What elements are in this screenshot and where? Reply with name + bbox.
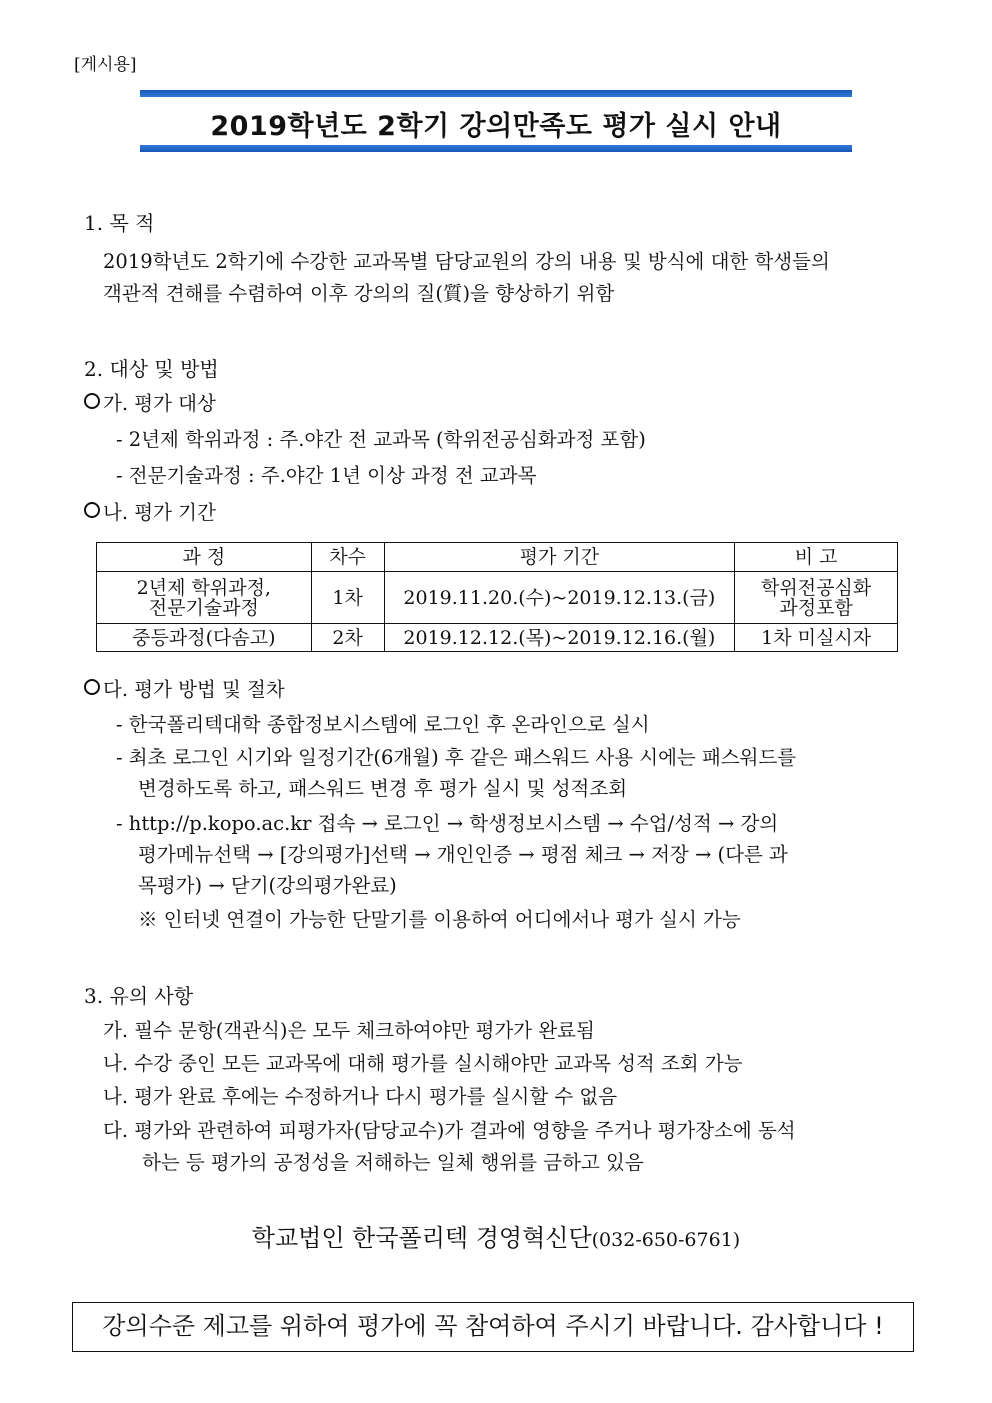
table-cell-round: 2차	[311, 624, 384, 652]
method-item-2: - 최초 로그인 시기와 일정기간(6개월) 후 같은 패스워드 사용 시에는 패스워드를	[116, 746, 797, 769]
issuer-phone: (032-650-6761)	[591, 1229, 741, 1251]
note-line-2: 과정포함	[779, 596, 853, 619]
issuer-name: 학교법인 한국폴리텍 경영혁신단	[251, 1224, 592, 1252]
table-cell-round: 1차	[311, 572, 384, 624]
table-cell-period: 2019.11.20.(수)~2019.12.13.(금)	[384, 572, 735, 624]
subsection-a-label: 가. 평가 대상	[103, 392, 216, 415]
circle-bullet-icon	[84, 679, 100, 695]
closing-message: 강의수준 제고를 위하여 평가에 꼭 참여하여 주시기 바랍니다. 감사합니다 !	[102, 1312, 884, 1340]
subsection-c-label: 다. 평가 방법 및 절차	[103, 678, 285, 701]
title-banner	[140, 90, 852, 152]
section-1-line-1: 2019학년도 2학기에 수강한 교과목별 담당교원의 강의 내용 및 방식에 대한 학생들의	[103, 250, 830, 273]
course-line-2: 전문기술과정	[148, 596, 259, 619]
subsection-b-label: 나. 평가 기간	[103, 501, 216, 524]
closing-box	[72, 1302, 914, 1352]
table-header: 차수	[311, 543, 384, 572]
table-header: 평가 기간	[384, 543, 735, 572]
table-cell-course: 중등과정(다솜고)	[97, 624, 312, 652]
section-3-heading: 3. 유의 사항	[84, 984, 194, 1008]
note-line-1: 학위전공심화	[761, 576, 872, 599]
posting-tag: [게시용]	[74, 55, 137, 75]
table-header: 비 고	[735, 543, 898, 572]
target-item-2: - 전문기술과정 : 주.야간 1년 이상 과정 전 교과목	[116, 464, 537, 487]
table-cell-note: 1차 미실시자	[735, 624, 898, 652]
issuer-line	[0, 1218, 992, 1253]
table-row	[97, 624, 898, 652]
table-header: 과 정	[97, 543, 312, 572]
caution-item-4-cont: 하는 등 평가의 공정성을 저해하는 일체 행위를 금하고 있음	[142, 1151, 644, 1174]
method-item-3-cont-1: 평가메뉴선택 → [강의평가]선택 → 개인인증 → 평점 체크 → 저장 → (다른 과	[138, 843, 788, 866]
method-item-3: - http://p.kopo.ac.kr 접속 → 로그인 → 학생정보시스템 → 수업/성적 → 강의	[116, 812, 779, 835]
title-bar-top	[140, 90, 852, 97]
course-line-1: 2년제 학위과정,	[136, 576, 271, 599]
page-title: 2019학년도 2학기 강의만족도 평가 실시 안내	[210, 111, 782, 142]
section-1-line-2: 객관적 견해를 수렴하여 이후 강의의 질(質)을 향상하기 위함	[103, 282, 615, 305]
schedule-table	[96, 542, 898, 652]
section-2-heading: 2. 대상 및 방법	[84, 357, 219, 381]
target-item-1: - 2년제 학위과정 : 주.야간 전 교과목 (학위전공심화과정 포함)	[116, 428, 646, 451]
circle-bullet-icon	[84, 502, 100, 518]
subsection-b-heading	[84, 497, 216, 525]
circle-bullet-icon	[84, 393, 100, 409]
subsection-a-heading	[84, 388, 216, 416]
caution-item-1: 가. 필수 문항(객관식)은 모두 체크하여야만 평가가 완료됨	[103, 1019, 595, 1042]
caution-item-3: 나. 평가 완료 후에는 수정하거나 다시 평가를 실시할 수 없음	[103, 1085, 618, 1108]
method-note: ※ 인터넷 연결이 가능한 단말기를 이용하여 어디에서나 평가 실시 가능	[138, 908, 741, 931]
method-item-2-cont: 변경하도록 하고, 패스워드 변경 후 평가 실시 및 성적조회	[138, 777, 628, 800]
table-cell-note	[735, 572, 898, 624]
table-header-row	[97, 543, 898, 572]
title-bar-bottom	[140, 145, 852, 152]
method-item-3-cont-2: 목평가) → 닫기(강의평가완료)	[138, 874, 397, 897]
caution-item-4: 다. 평가와 관련하여 피평가자(담당교수)가 결과에 영향을 주거나 평가장소에 동석	[103, 1119, 796, 1142]
table-cell-period: 2019.12.12.(목)~2019.12.16.(월)	[384, 624, 735, 652]
table-row	[97, 572, 898, 624]
subsection-c-heading	[84, 674, 285, 702]
section-1-heading: 1. 목 적	[84, 211, 155, 235]
method-item-1: - 한국폴리텍대학 종합정보시스템에 로그인 후 온라인으로 실시	[116, 713, 650, 736]
table-cell-course	[97, 572, 312, 624]
caution-item-2: 나. 수강 중인 모든 교과목에 대해 평가를 실시해야만 교과목 성적 조회 가능	[103, 1052, 743, 1075]
